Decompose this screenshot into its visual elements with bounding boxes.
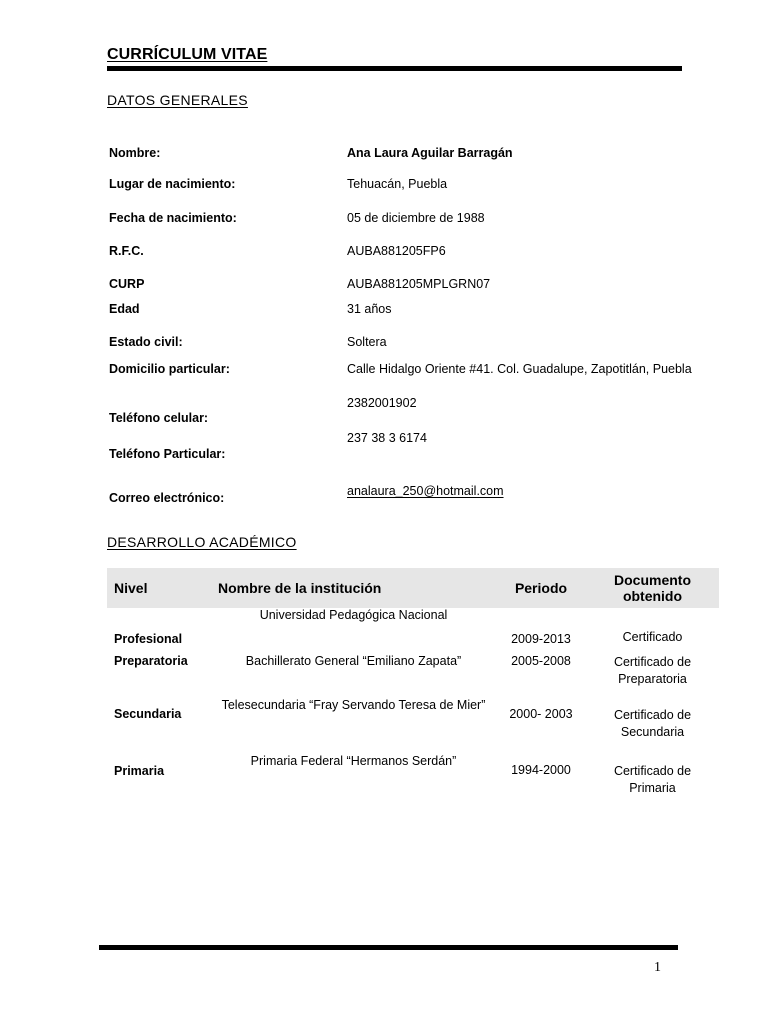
table-header-row	[107, 568, 719, 608]
footer-divider	[99, 945, 678, 950]
cell-periodo: 1994-2000	[511, 763, 571, 777]
field-label-telefono-particular: Teléfono Particular:	[109, 447, 226, 461]
field-value-curp: AUBA881205MPLGRN07	[347, 277, 491, 291]
page-number: 1	[654, 960, 661, 975]
field-value-edad: 31 años	[347, 302, 392, 316]
field-value-domicilio: Calle Hidalgo Oriente #41. Col. Guadalupe, Zapotitlán, Puebla	[347, 362, 692, 376]
column-header-documento: Documento obtenido	[586, 568, 719, 608]
table-row	[107, 646, 719, 698]
cell-periodo: 2009-2013	[511, 632, 571, 646]
academic-table	[107, 568, 719, 806]
table-row	[107, 608, 719, 646]
email-link[interactable]: analaura_250@hotmail.com	[347, 484, 504, 498]
cell-institucion: Bachillerato General “Emiliano Zapata”	[245, 654, 462, 668]
field-label-estado-civil: Estado civil:	[109, 335, 183, 349]
cell-nivel: Preparatoria	[114, 654, 188, 668]
section-heading-desarrollo-academico: DESARROLLO ACADÉMICO	[107, 534, 297, 550]
field-label-fecha-nacimiento: Fecha de nacimiento:	[109, 211, 237, 225]
field-value-rfc: AUBA881205FP6	[347, 244, 446, 258]
title-divider	[107, 66, 682, 71]
field-label-lugar-nacimiento: Lugar de nacimiento:	[109, 177, 236, 191]
table-row	[107, 750, 719, 806]
cell-documento: Certificado de Secundaria	[613, 708, 692, 739]
field-label-telefono-celular: Teléfono celular:	[109, 411, 209, 425]
field-label-rfc: R.F.C.	[109, 244, 144, 258]
column-header-nivel: Nivel	[107, 568, 211, 608]
cell-nivel: Primaria	[114, 764, 165, 778]
field-label-nombre: Nombre:	[109, 146, 161, 160]
field-label-edad: Edad	[109, 302, 140, 316]
field-value-estado-civil: Soltera	[347, 335, 387, 349]
cell-periodo: 2005-2008	[511, 654, 571, 668]
cell-institucion: Universidad Pedagógica Nacional	[259, 608, 448, 622]
document-title: CURRÍCULUM VITAE	[107, 46, 268, 63]
table-row	[107, 698, 719, 750]
field-label-domicilio: Domicilio particular:	[109, 362, 230, 376]
field-label-curp: CURP	[109, 277, 145, 291]
cell-documento: Certificado de Preparatoria	[613, 655, 692, 686]
cell-institucion: Primaria Federal “Hermanos Serdán”	[250, 754, 457, 768]
cell-periodo: 2000- 2003	[509, 707, 573, 721]
cell-nivel: Secundaria	[114, 707, 182, 721]
field-value-fecha-nacimiento: 05 de diciembre de 1988	[347, 211, 485, 225]
cell-institucion: Telesecundaria “Fray Servando Teresa de Mier”	[221, 698, 486, 712]
field-value-telefono-celular: 2382001902	[347, 396, 417, 410]
column-header-periodo: Periodo	[496, 568, 586, 608]
field-label-correo: Correo electrónico:	[109, 491, 225, 505]
section-heading-datos-generales: DATOS GENERALES	[107, 92, 248, 108]
field-value-telefono-particular: 237 38 3 6174	[347, 431, 427, 445]
cell-nivel: Profesional	[114, 632, 183, 646]
field-value-nombre: Ana Laura Aguilar Barragán	[347, 146, 513, 160]
cell-documento: Certificado de Primaria	[613, 764, 692, 795]
column-header-institucion: Nombre de la institución	[211, 568, 496, 608]
cell-documento: Certificado	[622, 630, 683, 644]
field-value-lugar-nacimiento: Tehuacán, Puebla	[347, 177, 448, 191]
